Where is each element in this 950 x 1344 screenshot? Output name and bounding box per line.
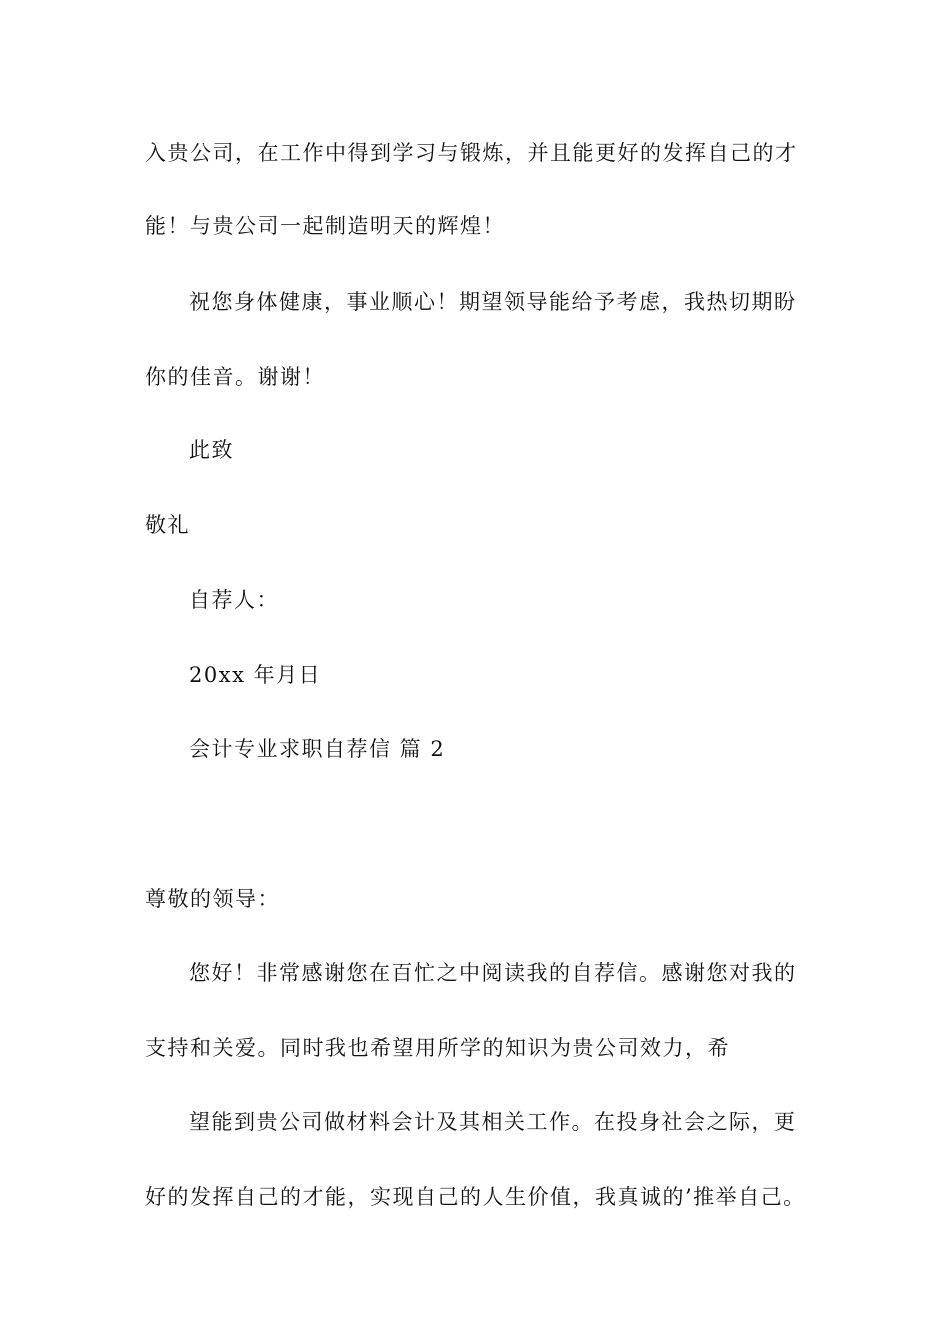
text-line: 您好！非常感谢您在百忙之中阅读我的自荐信。感谢您对我的 <box>189 961 797 985</box>
date-line: 20xx 年月日 <box>189 663 322 687</box>
text-line: 入贵公司，在工作中得到学习与锻炼，并且能更好的发挥自己的才 <box>145 141 798 165</box>
text-line: 能！与贵公司一起制造明天的辉煌！ <box>145 214 505 238</box>
salutation: 尊敬的领导： <box>145 887 280 911</box>
text-line: 支持和关爱。同时我也希望用所学的知识为贵公司效力，希 <box>145 1036 730 1060</box>
section-heading: 会计专业求职自荐信 篇 2 <box>189 737 446 761</box>
text-line: 望能到贵公司做材料会计及其相关工作。在投身社会之际，更 <box>189 1110 797 1134</box>
text-line: 好的发挥自己的才能，实现自己的人生价值，我真诚的’推举自己。 <box>145 1185 806 1209</box>
text-line: 祝您身体健康，事业顺心！期望领导能给予考虑，我热切期盼 <box>189 290 797 314</box>
signature-label: 自荐人： <box>189 588 279 612</box>
closing-line: 此致 <box>189 438 234 462</box>
text-line: 你的佳音。谢谢！ <box>145 365 325 389</box>
closing-salute: 敬礼 <box>145 513 190 537</box>
